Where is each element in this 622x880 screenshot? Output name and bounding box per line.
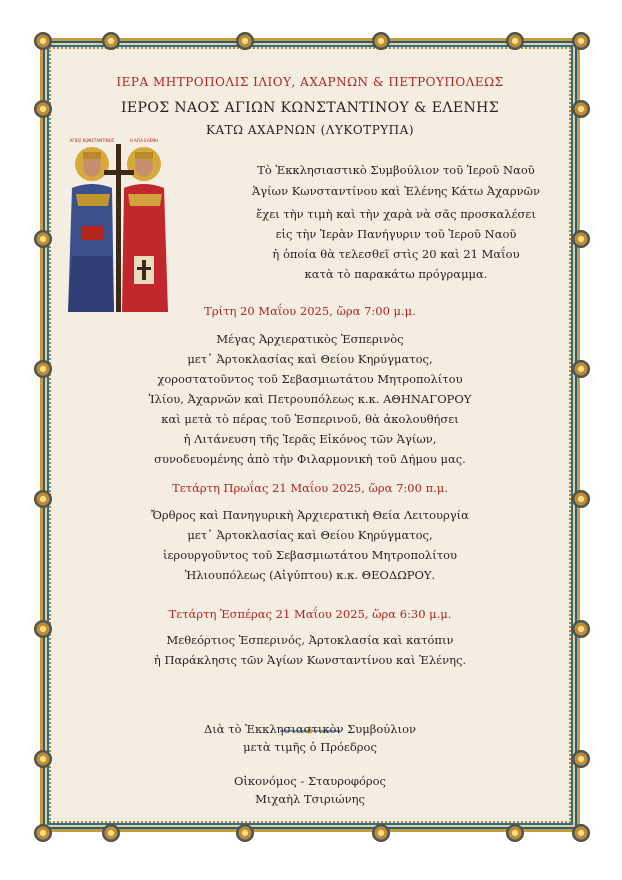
invitation-content [40, 38, 580, 832]
event-line: ἡ Παράκλησις τῶν Ἁγίων Κωνσταντίνου καὶ Ἑλένης. [153, 653, 467, 667]
saints-constantine-helen-icon [62, 136, 172, 314]
event-line: μετ᾽ Ἀρτοκλασίας καὶ Θείου Κηρύγματος, [187, 352, 433, 366]
event-line: Μέγας Ἀρχιερατικὸς Ἑσπερινὸς [216, 332, 404, 346]
event-line: χοροστατοῦντος τοῦ Σεβασμιωτάτου Μητροπολίτου [157, 372, 463, 386]
intro-line: κατὰ τὸ παρακάτω πρόγραμμα. [304, 267, 488, 281]
event-line: συνοδευομένης ἀπὸ τὴν Φιλαρμονικὴ τοῦ Δήμου μας. [154, 452, 466, 466]
intro-line: Τὸ Ἐκκλησιαστικὸ Συμβούλιον τοῦ Ἱεροῦ Ναοῦ [257, 163, 535, 177]
signature-line: Διὰ τὸ Ἐκκλησιαστικὸν Συμβούλιον [203, 722, 416, 736]
event-line: καὶ μετὰ τὸ πέρας τοῦ Ἑσπερινοῦ, θὰ ἀκολουθήσει [161, 412, 459, 426]
event-line: Ἡλιουπόλεως (Αἰγύπτου) κ.κ. ΘΕΟΔΩΡΟΥ. [184, 568, 436, 582]
icon-label-right: Η ΑΓΙΑ ΕΛΕΝΗ [129, 138, 159, 143]
intro-line: ἔχει τὴν τιμὴ καὶ τὴν χαρὰ νὰ σᾶς προσκαλέσει [256, 207, 536, 221]
event-line: μετ᾽ Ἀρτοκλασίας καὶ Θείου Κηρύγματος, [187, 528, 433, 542]
church-title: ΙΕΡΟΣ ΝΑΟΣ ΑΓΙΩΝ ΚΩΝΣΤΑΝΤΙΝΟΥ & ΕΛΕΝΗΣ [120, 100, 500, 116]
event-heading: Τετάρτη Πρωΐας 21 Μαΐου 2025, ὥρα 7:00 π.μ. [172, 481, 448, 495]
event-heading: Τρίτη 20 Μαΐου 2025, ὥρα 7:00 μ.μ. [204, 304, 416, 318]
location-title: ΚΑΤΩ ΑΧΑΡΝΩΝ (ΛΥΚΟΤΡΥΠΑ) [206, 123, 414, 137]
metropolis-title: ΙΕΡΑ ΜΗΤΡΟΠΟΛΙΣ ΙΛΙΟΥ, ΑΧΑΡΝΩΝ & ΠΕΤΡΟΥΠΟΛΕΩΣ [116, 75, 504, 89]
event-line: Ὄρθρος καὶ Πανηγυρικὴ Ἀρχιερατικὴ Θεία Λειτουργία [151, 508, 469, 522]
event-line: ἡ Λιτάνευση τῆς Ἱερᾶς Εἰκόνος τῶν Ἁγίων, [183, 432, 437, 446]
signature-title: Οἰκονόμος - Σταυροφόρος [233, 774, 387, 788]
intro-line: εἰς τὴν Ἱερὰν Πανήγυριν τοῦ Ἱεροῦ Ναοῦ [275, 227, 517, 241]
event-heading: Τετάρτη Ἑσπέρας 21 Μαΐου 2025, ὥρα 6:30 μ.μ. [168, 607, 452, 621]
saints-icon-image [62, 136, 172, 314]
intro-line-church-name: Ἁγίων Κωνσταντίνου καὶ Ἑλένης Κάτω Ἀχαρνῶν [252, 184, 540, 198]
signature-line: μετὰ τιμῆς ὁ Πρόεδρος [243, 740, 377, 754]
event-line: Μεθεόρτιος Ἑσπερινός, Ἀρτοκλασία καὶ κατόπιν [166, 633, 454, 647]
intro-line: ἡ ὁποία θὰ τελεσθεῖ στὶς 20 καὶ 21 Μαΐου [272, 247, 520, 261]
icon-label-left: ΑΓΙΟΣ ΚΩΝΣΤΑΝΤΙΝΟΣ [69, 138, 115, 143]
event-line: Ἰλίου, Ἀχαρνῶν καὶ Πετρουπόλεως κ.κ. ΑΘΗΝΑΓΟΡΟΥ [148, 392, 472, 406]
signature-name: Μιχαὴλ Τσιριώνης [255, 792, 365, 806]
event-line: ἱερουργοῦντος τοῦ Σεβασμιωτάτου Μητροπολίτου [162, 548, 458, 562]
